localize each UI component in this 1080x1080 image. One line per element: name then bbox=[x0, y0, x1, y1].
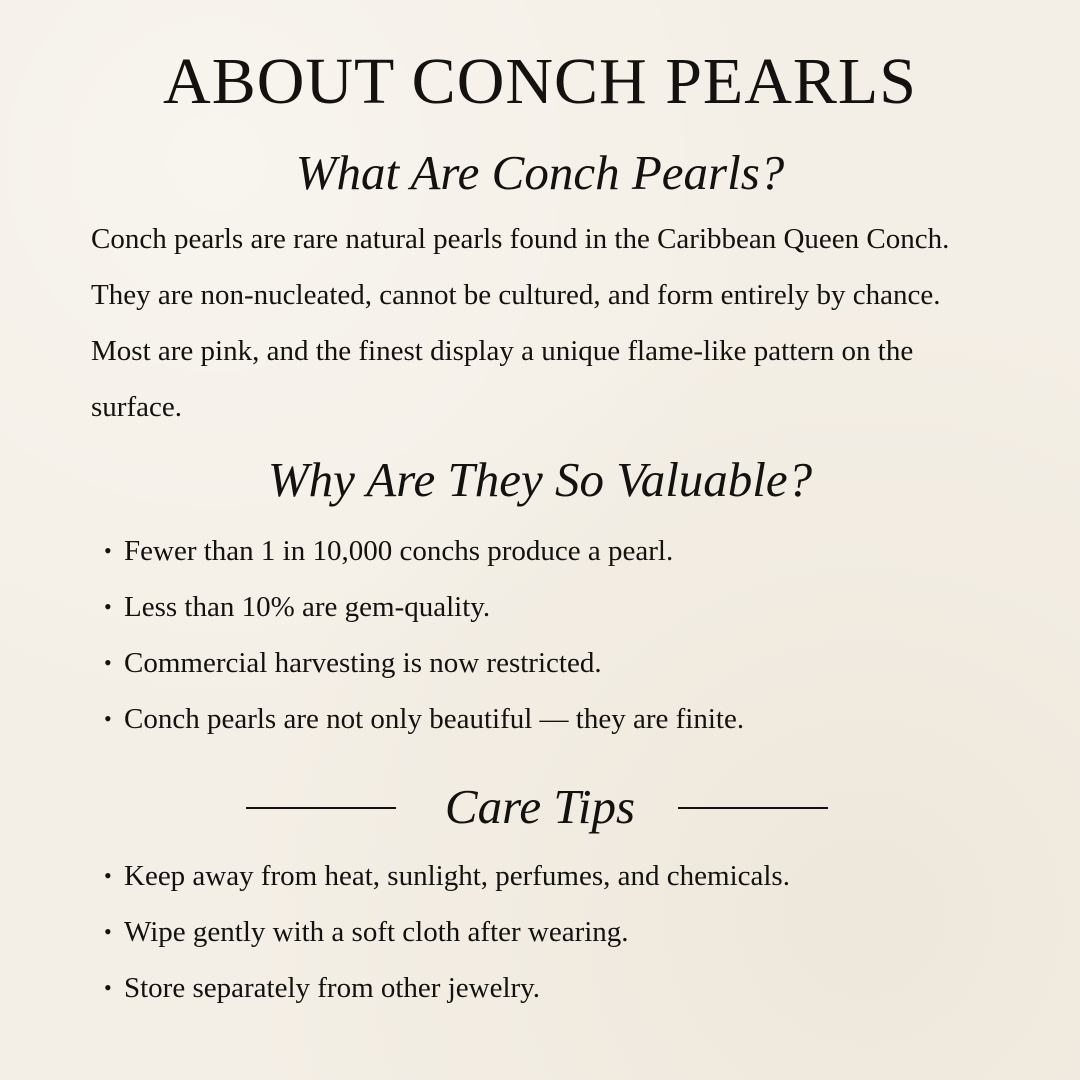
list-item bbox=[104, 904, 1004, 960]
list-item-text: Store separately from other jewelry. bbox=[124, 972, 541, 1004]
what-paragraph: Conch pearls are rare natural pearls found in the Caribbean Queen Conch. They are non-nucleated, cannot be cultured, and form entirely by chance. Most are pink, and the finest display a unique flame-like pattern on the surface. bbox=[91, 223, 950, 423]
care-heading-row bbox=[0, 776, 1080, 840]
why-list bbox=[104, 523, 1004, 747]
list-item bbox=[104, 848, 1004, 904]
bullet-icon: • bbox=[104, 863, 112, 888]
list-item-text: Keep away from heat, sunlight, perfumes, and chemicals. bbox=[124, 860, 790, 892]
list-item-text: Wipe gently with a soft cloth after wearing. bbox=[124, 916, 629, 948]
list-item-text: Less than 10% are gem-quality. bbox=[124, 591, 491, 623]
bullet-icon: • bbox=[104, 706, 112, 731]
section-heading-what: What Are Conch Pearls? bbox=[295, 145, 785, 200]
list-item bbox=[104, 523, 1004, 579]
bullet-icon: • bbox=[104, 538, 112, 563]
list-item-text: Fewer than 1 in 10,000 conchs produce a pearl. bbox=[124, 535, 674, 567]
bullet-icon: • bbox=[104, 919, 112, 944]
bullet-icon: • bbox=[104, 650, 112, 675]
bullet-icon: • bbox=[104, 975, 112, 1000]
list-item bbox=[104, 579, 1004, 635]
section-heading-why: Why Are They So Valuable? bbox=[267, 452, 813, 507]
divider-right bbox=[678, 807, 828, 809]
page-title: ABOUT CONCH PEARLS bbox=[163, 45, 917, 118]
care-list bbox=[104, 848, 1004, 1016]
list-item-text: Conch pearls are not only beautiful — they are finite. bbox=[124, 703, 745, 735]
list-item-text: Commercial harvesting is now restricted. bbox=[124, 647, 602, 679]
bullet-icon: • bbox=[104, 594, 112, 619]
list-item bbox=[104, 691, 1004, 747]
section-heading-care: Care Tips bbox=[444, 779, 636, 834]
list-item bbox=[104, 635, 1004, 691]
list-item bbox=[104, 960, 1004, 1016]
